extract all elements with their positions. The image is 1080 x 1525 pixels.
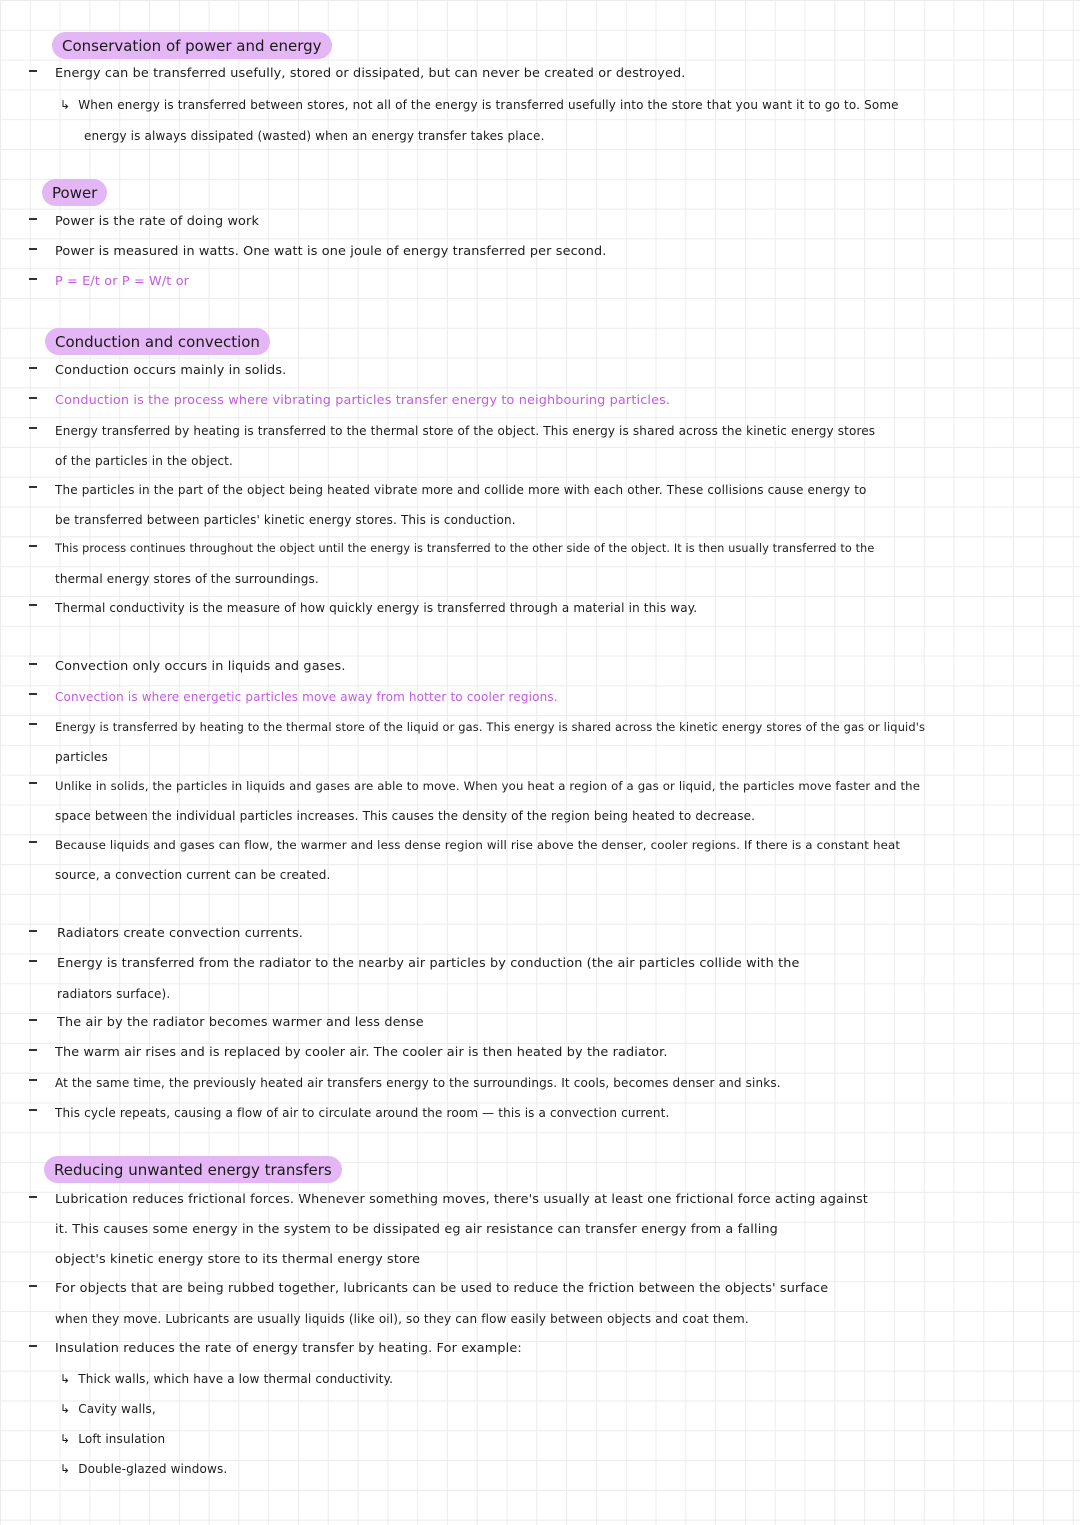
conservation-line-2: ↳ When energy is transferred between stores, not all of the energy is transferred usefully into the store that you want it to go to. Some — [60, 98, 899, 112]
radiators-line-5: The warm air rises and is replaced by cooler air. The cooler air is then heated by the radiator. — [55, 1045, 668, 1060]
bullet-dash — [29, 1109, 37, 1111]
bullet-dash — [29, 545, 37, 547]
convection-line-5: Unlike in solids, the particles in liquids and gases are able to move. When you heat a region of a gas or liquid, the particles move faster and the — [55, 779, 921, 793]
conduction-line-9: Thermal conductivity is the measure of how quickly energy is transferred through a material in this way. — [55, 601, 698, 615]
bullet-dash — [29, 218, 37, 220]
conduction-definition: Conduction is the process where vibrating particles transfer energy to neighbouring particles. — [55, 393, 671, 408]
reducing-line-3: object's kinetic energy store to its thermal energy store — [55, 1252, 421, 1267]
conduction-line-7: This process continues throughout the object until the energy is transferred to the other side of the object. It is then usually transferred to the — [55, 542, 875, 555]
convection-line-8: source, a convection current can be created. — [55, 868, 331, 882]
conduction-line-8: thermal energy stores of the surroundings. — [55, 572, 319, 586]
reducing-line-5: when they move. Lubricants are usually liquids (like oil), so they can flow easily between objects and coat them. — [55, 1312, 749, 1326]
reducing-line-1: Lubrication reduces frictional forces. Whenever something moves, there's usually at least one frictional force acting against — [55, 1192, 868, 1207]
arrow-icon: ↳ — [60, 1432, 71, 1446]
bullet-dash — [29, 960, 37, 962]
bullet-dash — [29, 1019, 37, 1021]
arrow-icon: ↳ — [60, 98, 71, 112]
arrow-icon: ↳ — [60, 1462, 71, 1476]
bullet-dash — [29, 486, 37, 488]
bullet-dash — [29, 1345, 37, 1347]
conduction-line-3: Energy transferred by heating is transferred to the thermal store of the object. This energy is shared across the kinetic energy stores — [55, 424, 876, 438]
bullet-dash — [29, 248, 37, 250]
heading-conservation: Conservation of power and energy — [52, 32, 332, 59]
arrow-icon: ↳ — [60, 1402, 71, 1416]
bullet-dash — [29, 367, 37, 369]
conduction-line-1: Conduction occurs mainly in solids. — [55, 363, 287, 378]
reducing-line-4: For objects that are being rubbed together, lubricants can be used to reduce the friction between the objects' surface — [55, 1281, 829, 1296]
conduction-line-4: of the particles in the object. — [55, 454, 233, 468]
bullet-dash — [29, 693, 37, 695]
insulation-example-2: ↳ Cavity walls, — [60, 1402, 156, 1416]
conservation-line-1: Energy can be transferred usefully, stored or dissipated, but can never be created or destroyed. — [55, 66, 686, 81]
bullet-dash — [29, 427, 37, 429]
convection-definition: Convection is where energetic particles move away from hotter to cooler regions. — [55, 690, 558, 704]
power-line-2: Power is measured in watts. One watt is one joule of energy transferred per second. — [55, 244, 607, 259]
bullet-dash — [29, 70, 37, 72]
conservation-line-3: energy is always dissipated (wasted) when an energy transfer takes place. — [84, 129, 545, 143]
heading-conduction: Conduction and convection — [45, 328, 270, 355]
bullet-dash — [29, 663, 37, 665]
heading-reducing: Reducing unwanted energy transfers — [44, 1156, 342, 1183]
bullet-dash — [29, 1049, 37, 1051]
conduction-line-5: The particles in the part of the object being heated vibrate more and collide more with each other. These collisions cause energy to — [55, 483, 867, 497]
bullet-dash — [29, 278, 37, 280]
bullet-dash — [29, 1285, 37, 1287]
bullet-dash — [29, 723, 37, 725]
reducing-line-6: Insulation reduces the rate of energy transfer by heating. For example: — [55, 1341, 522, 1356]
power-formula: P = E/t or P = W/t or — [55, 274, 190, 289]
bullet-dash — [29, 604, 37, 606]
bullet-dash — [29, 782, 37, 784]
bullet-dash — [29, 841, 37, 843]
bullet-dash — [29, 1196, 37, 1198]
insulation-example-3: ↳ Loft insulation — [60, 1432, 166, 1446]
insulation-example-4: ↳ Double-glazed windows. — [60, 1462, 228, 1476]
radiators-line-2: Energy is transferred from the radiator to the nearby air particles by conduction (the air particles collide with the — [57, 956, 800, 971]
convection-line-7: Because liquids and gases can flow, the warmer and less dense region will rise above the denser, cooler regions. If there is a constant heat — [55, 838, 901, 852]
power-line-1: Power is the rate of doing work — [55, 214, 260, 229]
reducing-line-2: it. This causes some energy in the system to be dissipated eg air resistance can transfer energy from a falling — [55, 1222, 778, 1237]
convection-line-6: space between the individual particles increases. This causes the density of the region being heated to decrease. — [55, 809, 756, 823]
radiators-line-6: At the same time, the previously heated air transfers energy to the surroundings. It cools, becomes denser and sinks. — [55, 1076, 781, 1090]
convection-line-4: particles — [55, 750, 108, 764]
radiators-line-3: radiators surface). — [57, 987, 171, 1001]
convection-line-1: Convection only occurs in liquids and gases. — [55, 659, 346, 674]
conduction-line-6: be transferred between particles' kinetic energy stores. This is conduction. — [55, 513, 516, 527]
heading-power: Power — [42, 179, 107, 206]
radiators-line-1: Radiators create convection currents. — [57, 926, 303, 941]
arrow-icon: ↳ — [60, 1372, 71, 1386]
bullet-dash — [29, 930, 37, 932]
convection-line-3: Energy is transferred by heating to the thermal store of the liquid or gas. This energy is shared across the kinetic energy stores of the gas or liquid's — [55, 720, 926, 734]
radiators-line-7: This cycle repeats, causing a flow of air to circulate around the room — this is a convection current. — [55, 1106, 670, 1120]
insulation-example-1: ↳ Thick walls, which have a low thermal conductivity. — [60, 1372, 394, 1386]
bullet-dash — [29, 397, 37, 399]
radiators-line-4: The air by the radiator becomes warmer and less dense — [57, 1015, 424, 1030]
bullet-dash — [29, 1079, 37, 1081]
